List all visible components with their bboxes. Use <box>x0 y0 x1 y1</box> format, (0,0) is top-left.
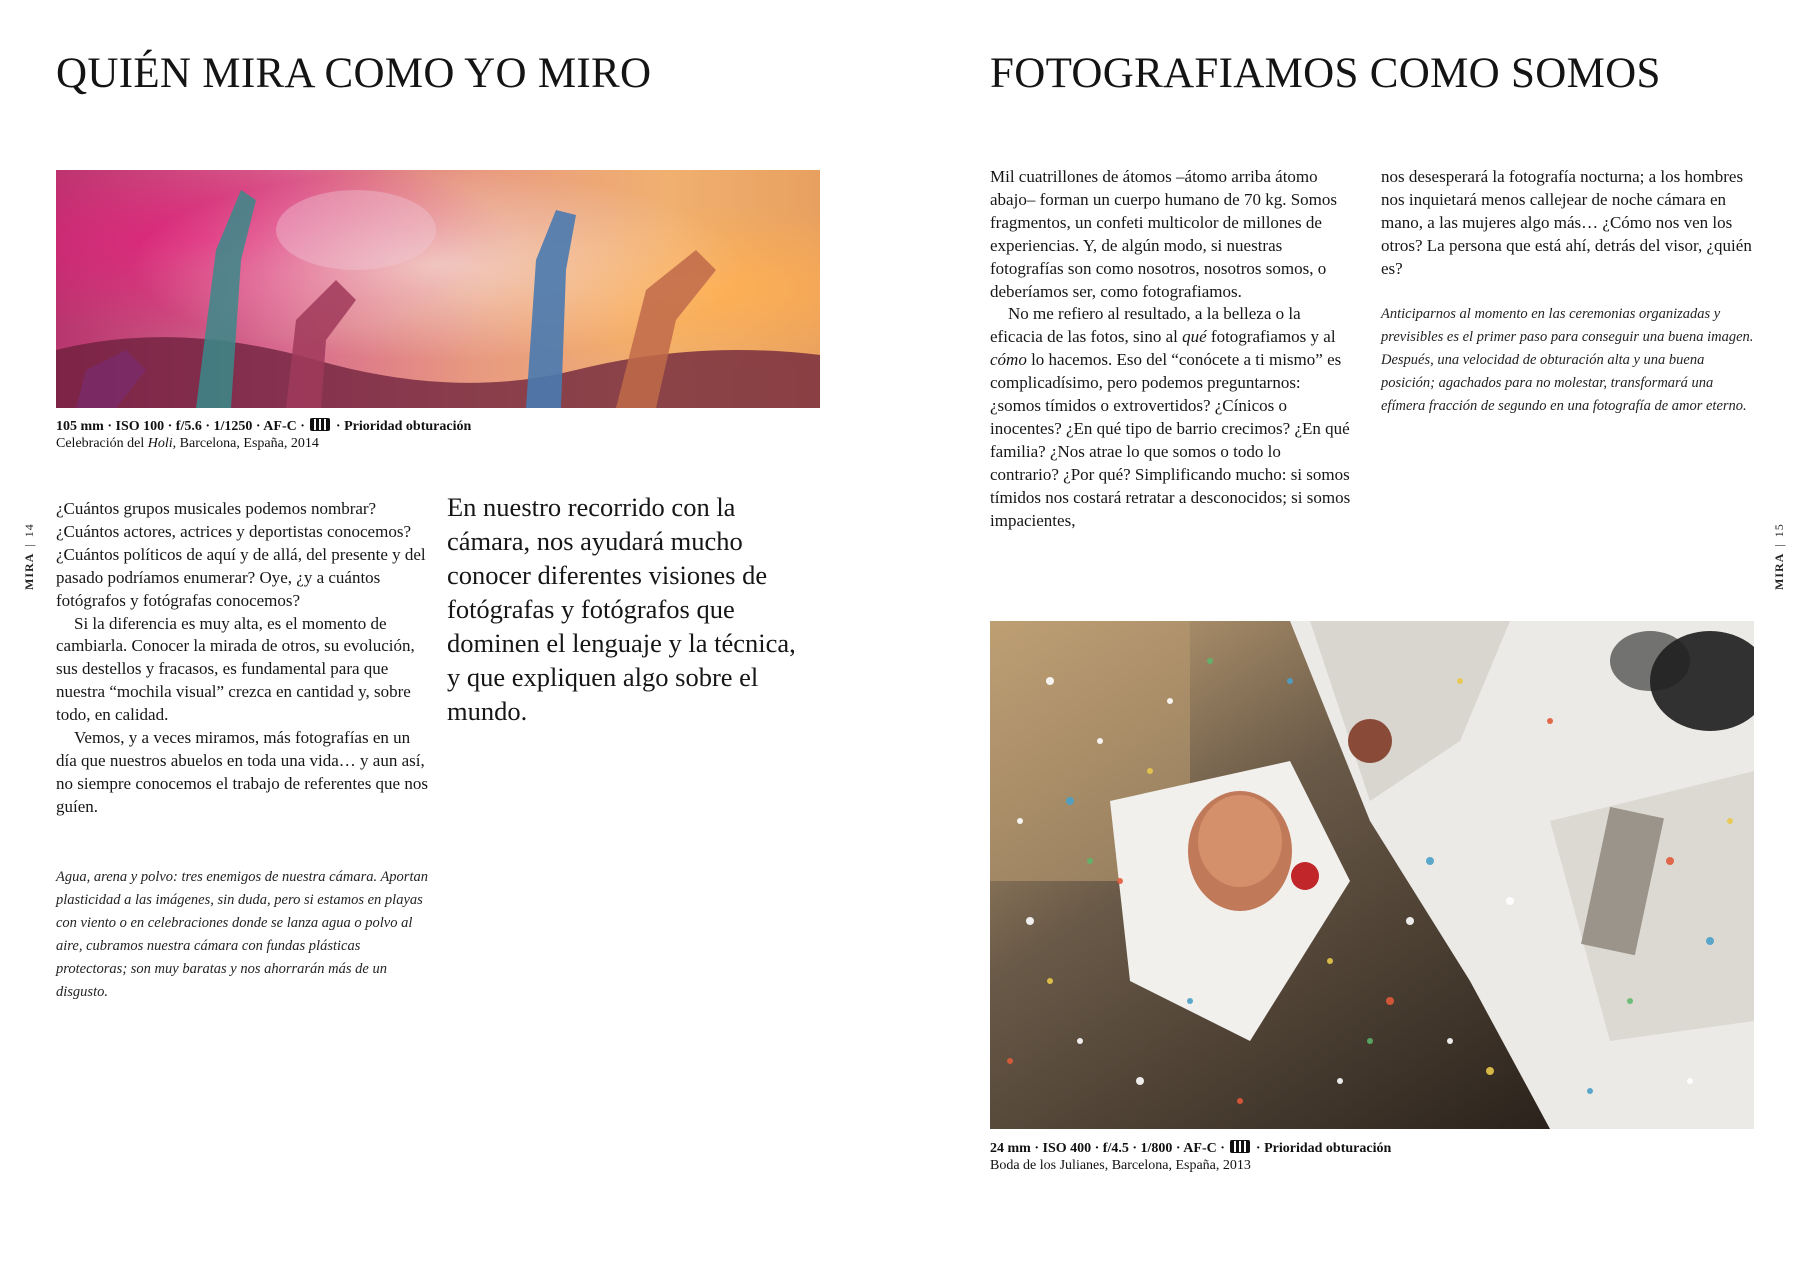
right-page-title: FOTOGRAFIAMOS COMO SOMOS <box>990 50 1661 97</box>
right-folio <box>1772 523 1787 590</box>
holi-festival-photo <box>56 170 820 408</box>
holi-specs-post: · Prioridad obturación <box>332 419 472 434</box>
right-folio-number: 15 <box>1772 523 1786 538</box>
right-body-column-2 <box>1381 166 1761 281</box>
holi-caption-pre: Celebración del <box>56 436 148 451</box>
holi-photo-specs <box>56 418 820 452</box>
wedding-specs-post: · Prioridad obturación <box>1252 1141 1392 1156</box>
holi-specs-pre: 105 mm · ISO 100 · f/5.6 · 1/1250 · AF-C · <box>56 419 305 434</box>
left-body-text <box>56 498 428 819</box>
wedding-specs-pre: 24 mm · ISO 400 · f/4.5 · 1/800 · AF-C · <box>990 1141 1225 1156</box>
right-body-paragraph-2 <box>990 303 1352 532</box>
left-folio-bar: | <box>22 543 36 547</box>
wedding-confetti-photo <box>990 621 1754 1129</box>
left-folio-number: 14 <box>22 523 36 538</box>
right-body-column-1 <box>990 166 1352 533</box>
left-body-paragraph-1: ¿Cuántos grupos musicales podemos nombrar? ¿Cuántos actores, actrices y deportistas conocemos? ¿Cuántos políticos de aquí y de allá, del presente y del pasado podríamos enumerar? Oye, ¿y a cuántos fotógrafos y fotógrafas conocemos? <box>56 499 426 610</box>
holi-caption-post: , Barcelona, España, 2014 <box>172 436 319 451</box>
right-tip-text: Anticiparnos al momento en las ceremonias organizadas y previsibles es el primer paso para conseguir una buena imagen. Después, una velocidad de obturación alta y una buena posición; agachados para no molestar, transformará una efímera fracción de segundo en una fotografía de amor eterno. <box>1381 306 1754 414</box>
right-p2-part-a: No me refiero al resultado, a la belleza o la eficacia de las fotos, sino al <box>990 304 1301 347</box>
af-area-icon <box>310 418 330 431</box>
left-folio-section: MIRA <box>22 552 36 590</box>
wedding-photo-tech-specs <box>990 1140 1754 1157</box>
right-p2-part-b: fotografiamos y al <box>1206 327 1336 347</box>
left-folio <box>22 523 37 590</box>
right-folio-section: MIRA <box>1772 552 1786 590</box>
left-pullquote: En nuestro recorrido con la cámara, nos ayudará mucho conocer diferentes visiones de fotógrafas y fotógrafos que dominen el lenguaje y la técnica, y que expliquen algo sobre el mundo. <box>447 492 796 726</box>
right-p2-part-c: lo hacemos. Eso del “conócete a ti mismo” es complicadísimo, pero podemos preguntarnos: ¿somos tímidos o extrovertidos? ¿Cínicos o inocentes? ¿En qué tipo de barrio crecimos? ¿En qué familia? ¿Nos atrae lo que somos o todo lo contrario? ¿Por qué? Simplificando mucho: si somos tímidos nos costará retratar a desconocidos; si somos impacientes, <box>990 350 1351 530</box>
right-folio-bar: | <box>1772 543 1786 547</box>
holi-caption-em: Holi <box>147 436 173 451</box>
right-p2-em-que: qué <box>1182 327 1207 347</box>
wedding-photo-illustration <box>990 621 1754 1129</box>
left-tip-text: Agua, arena y polvo: tres enemigos de nuestra cámara. Aportan plasticidad a las imágenes, sin duda, pero si estamos en playas con viento o en celebraciones donde se lanza agua o polvo al aire, cubramos nuestra cámara con fundas plásticas protectoras; son muy baratas y nos ahorrarán más de un disgusto. <box>56 869 428 1000</box>
right-body-paragraph-1: Mil cuatrillones de átomos –átomo arriba átomo abajo– forman un cuerpo humano de 70 kg. Somos fragmentos, un confeti multicolor de millones de experiencias. Y, de algún modo, si nuestras fotografías son como nosotros, nosotros somos, o deberíamos ser, como fotografiamos. <box>990 167 1338 301</box>
left-body-paragraph-2: Si la diferencia es muy alta, es el momento de cambiarla. Conocer la mirada de otros, su evolución, sus destellos y fracasos, es fundamental para que nuestra “mochila visual” crezca en cantidad y, sobre todo, en calidad. <box>56 613 415 725</box>
left-page-title: QUIÉN MIRA COMO YO MIRO <box>56 50 652 97</box>
wedding-photo-caption: Boda de los Julianes, Barcelona, España, 2013 <box>990 1158 1251 1173</box>
holi-photo-caption <box>56 435 820 452</box>
right-p2-em-como: cómo <box>990 350 1027 370</box>
left-body-paragraph-3: Vemos, y a veces miramos, más fotografías en un día que nuestros abuelos en toda una vida… y aun así, no siempre conocemos el trabajo de referentes que nos guíen. <box>56 728 428 816</box>
holi-photo-illustration <box>56 170 820 408</box>
af-area-icon <box>1230 1140 1250 1153</box>
holi-photo-tech-specs <box>56 418 820 435</box>
right-body-paragraph-3: nos desesperará la fotografía nocturna; a los hombres nos inquietará menos callejear de noche cámara en mano, a las mujeres algo más… ¿Cómo nos ven los otros? La persona que está ahí, detrás del visor, ¿quién es? <box>1381 167 1752 278</box>
wedding-photo-specs <box>990 1140 1754 1174</box>
